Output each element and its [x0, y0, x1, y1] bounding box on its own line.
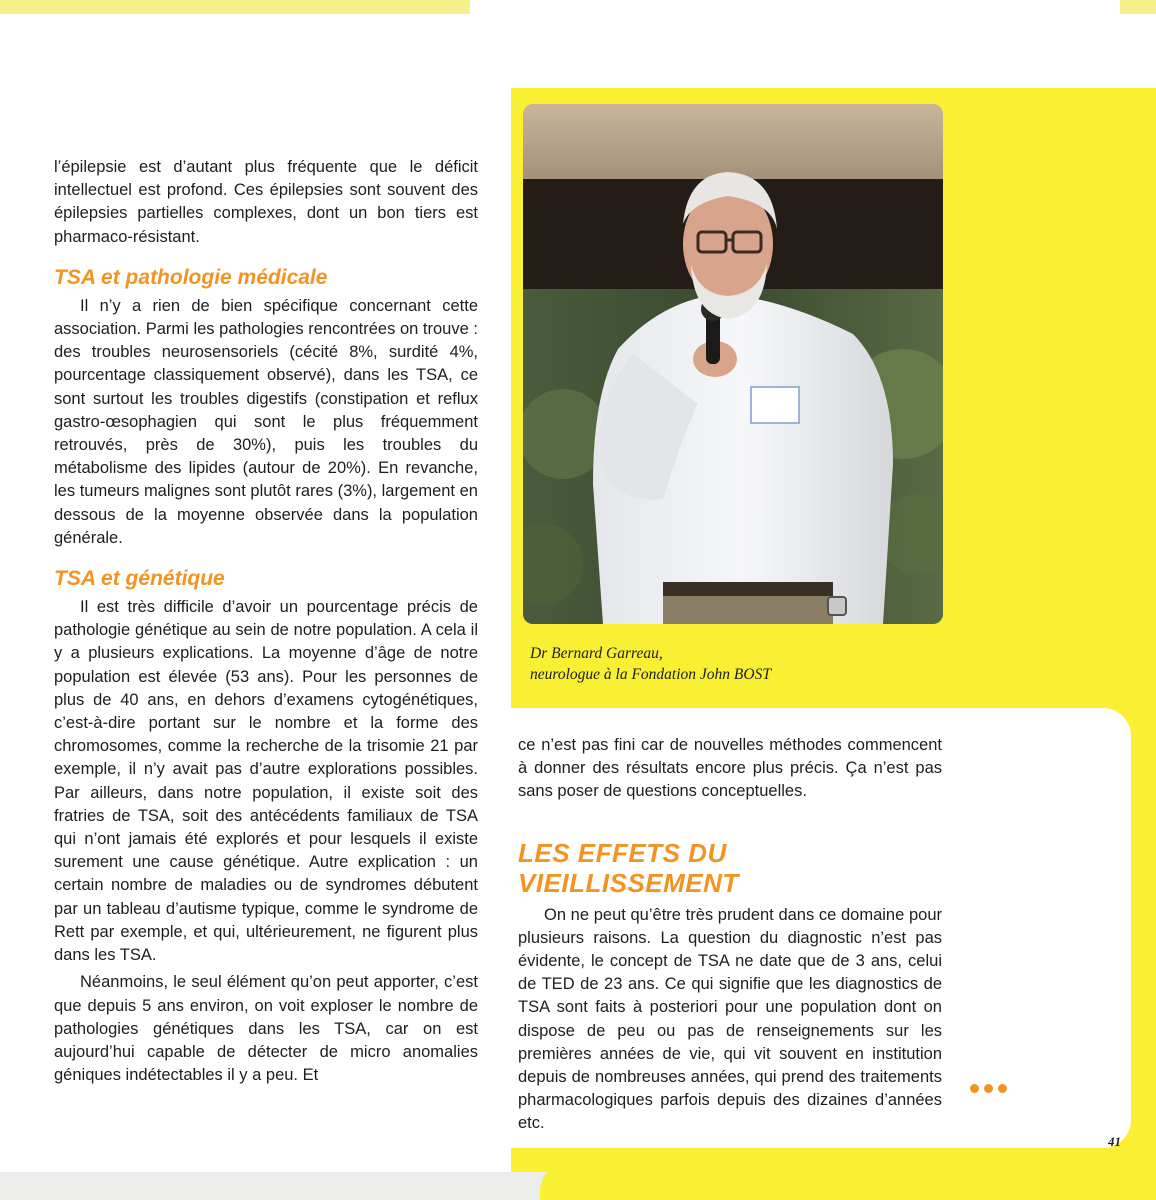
continuation-dots-icon: [970, 1084, 1010, 1096]
continuation-paragraph: ce n’est pas fini car de nouvelles méthodes commencent à donner des résultats encore plus précis. Ça n’est pas sans poser de questions conceptuelles.: [518, 736, 942, 801]
caption-role: neurologue à la Fondation John BOST: [530, 666, 771, 683]
intro-paragraph: l’épilepsie est d’autant plus fréquente que le déficit intellectuel est profond. Ces épilepsies sont souvent des épilepsies partielles complexes, dont un bon tiers est pharmaco-résistant.: [54, 158, 478, 246]
section-body-aging: On ne peut qu’être très prudent dans ce domaine pour plusieurs raisons. La question du diagnostic n’est pas évidente, le concept de TSA ne date que de 3 ans, celui de TED de 23 ans. Ce qui signifie que les diagnostics de TSA sont faits à posteriori pour une population dont on dispose de peu ou pas de renseignements sur les premières années de vie, qui vit souvent en institution depuis de nombreuses années, qui prend des traitements pharmacologiques parfois depuis des dizaines d’années etc.: [518, 905, 942, 1133]
section-body-medical: Il n’y a rien de bien spécifique concernant cette association. Parmi les pathologies rencontrées on trouve : des troubles neurosensoriels (cécité 8%, surdité 4%, pourcentage classiquement observé), dans les TSA, ce sont surtout les troubles digestifs (constipation et reflux gastro-œsophagien qui sont le plus fréquemment retrouvés, près de 30%), puis les troubles du métabolisme des lipides (autour de 20%). En revanche, les tumeurs malignes sont plutôt rares (3%), largement en dessous de la moyenne observée dans la population générale.: [54, 296, 478, 547]
speaker-photo: [523, 104, 943, 624]
left-column: [54, 156, 478, 1087]
right-column: [518, 734, 942, 1136]
bottom-shadow: [0, 1172, 560, 1200]
section-heading-medical: TSA et pathologie médicale: [54, 265, 328, 289]
page-number: 41: [1108, 1134, 1121, 1149]
section-body-genetics-1: Il est très difficile d’avoir un pourcentage précis de pathologie génétique au sein de notre population. A cela il y a plusieurs explications. La moyenne d’âge de notre population est élevée (53 ans). Pour les personnes de plus de 40 ans, en dehors d’examens cytogénétiques, c’est-à-dire portant sur le nombre et la forme des chromosomes, comme la recherche de la trisomie 21 par exemple, il n’y avait pas d’autre explorations possibles. Par ailleurs, dans notre population, il existe soit des fratries de TSA, soit des antécédents familiaux de TSA qui n’ont jamais été explorés et pour lesquels il existe surement une cause génétique. Autre explication : un certain nombre de maladies ou de syndromes débutent par un tableau d’autisme typique, comme le syndrome de Rett par exemple, et qui, ultérieurement, ne figurent plus dans les TSA.: [54, 598, 478, 965]
caption-name: Dr Bernard Garreau,: [530, 645, 663, 662]
photo-caption: [530, 643, 930, 685]
top-white-panel: [470, 0, 1120, 88]
section-heading-genetics: TSA et génétique: [54, 567, 225, 591]
section-body-genetics-2: Néanmoins, le seul élément qu’on peut apporter, c’est que depuis 5 ans environ, on voit exploser le nombre de pathologies génétiques dans les TSA, car on est aujourd’hui capable de détecter de micro anomalies géniques indétectables il y a peu. Et: [54, 973, 478, 1085]
section-heading-aging: LES EFFETS DU VIEILLISSEMENT: [518, 837, 739, 898]
bottom-yellow-band: [540, 1162, 1156, 1200]
